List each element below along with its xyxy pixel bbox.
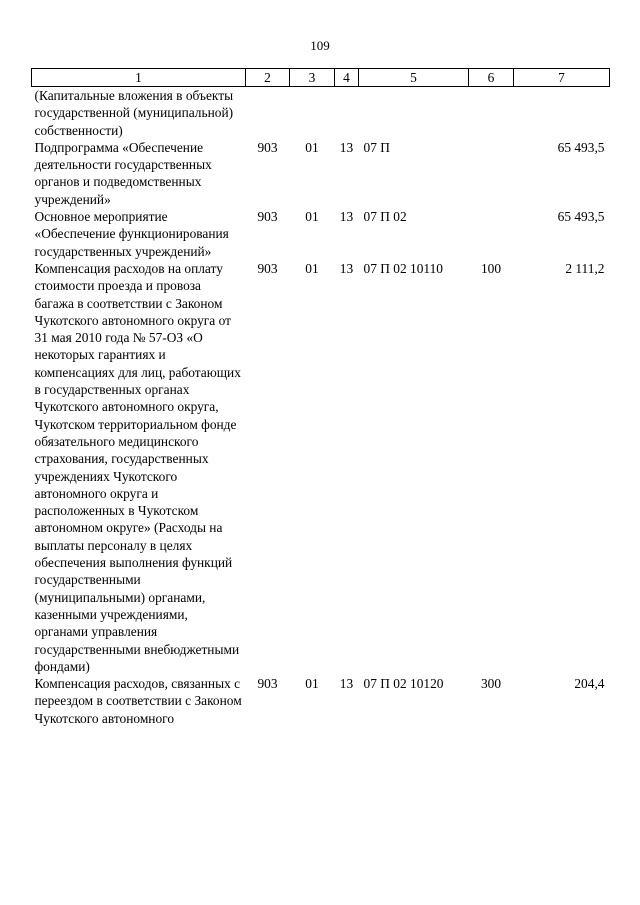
row-ved: 903 bbox=[257, 676, 278, 692]
table-row bbox=[32, 87, 610, 139]
row-sum: 2 111,2 bbox=[565, 260, 605, 276]
row-ved: 903 bbox=[257, 209, 278, 225]
row-csr: 07 П 02 10110 bbox=[363, 260, 443, 276]
row-sum: 65 493,5 bbox=[557, 139, 605, 155]
table-row bbox=[32, 675, 610, 727]
row-pr: 13 bbox=[339, 260, 354, 276]
row-sum bbox=[514, 87, 610, 139]
row-pr: 13 bbox=[339, 676, 354, 692]
row-sum: 65 493,5 bbox=[557, 209, 605, 225]
row-vr bbox=[469, 139, 514, 208]
row-rz: 01 bbox=[305, 209, 319, 225]
row-sum: 204,4 bbox=[574, 676, 605, 692]
row-rz: 01 bbox=[305, 260, 319, 276]
table-row bbox=[32, 139, 610, 208]
table-row bbox=[32, 208, 610, 260]
row-name: Компенсация расходов, связанных с переездом в соответствии с Законом Чукотского автономного bbox=[34, 676, 242, 726]
header-row bbox=[32, 69, 610, 87]
col-header-2: 2 bbox=[246, 69, 290, 87]
row-vr: 300 bbox=[480, 676, 502, 692]
row-pr: 13 bbox=[339, 139, 354, 155]
row-csr: 07 П 02 bbox=[363, 209, 407, 225]
row-name: Основное мероприятие «Обеспечение функционирования государственных учреждений» bbox=[34, 209, 229, 259]
row-name: (Капитальные вложения в объекты государственной (муниципальной) собственности) bbox=[34, 88, 234, 138]
col-header-4: 4 bbox=[335, 69, 359, 87]
row-rz: 01 bbox=[305, 676, 319, 692]
budget-table bbox=[31, 68, 610, 727]
row-pr bbox=[335, 87, 359, 139]
col-header-6: 6 bbox=[469, 69, 514, 87]
row-csr: 07 П bbox=[363, 139, 390, 155]
row-csr bbox=[359, 87, 469, 139]
row-vr: 100 bbox=[480, 260, 502, 276]
row-pr: 13 bbox=[339, 209, 354, 225]
page-number: 109 bbox=[310, 38, 330, 53]
row-name: Подпрограмма «Обеспечение деятельности государственных органов и подведомственных учреждений» bbox=[34, 139, 212, 207]
row-rz: 01 bbox=[305, 139, 319, 155]
row-rz bbox=[290, 87, 335, 139]
row-ved: 903 bbox=[257, 139, 278, 155]
col-header-7: 7 bbox=[514, 69, 610, 87]
row-vr bbox=[469, 208, 514, 260]
row-csr: 07 П 02 10120 bbox=[363, 676, 444, 692]
col-header-3: 3 bbox=[290, 69, 335, 87]
row-ved bbox=[246, 87, 290, 139]
col-header-5: 5 bbox=[359, 69, 469, 87]
col-header-1: 1 bbox=[32, 69, 246, 87]
row-vr bbox=[469, 87, 514, 139]
row-name: Компенсация расходов на оплату стоимости проезда и провоза багажа в соответствии с Законом Чукотского автономного округа от 31 мая 2010 года № 57-ОЗ «О некоторых гарантиях и компенсациях для лиц, работающих в государственных органах Чукотского автономного округа, Чукотском территориальном фонде обязательного медицинского страхования, государственных учреждениях Чукотского автономного округа и расположенных в Чукотском автономном округе» (Расходы на выплаты персоналу в целях обеспечения выполнения функций государственными (муниципальными) органами, казенными учреждениями, органами управления государственными внебюджетными фондами) bbox=[34, 260, 241, 674]
table-row bbox=[32, 260, 610, 675]
row-ved: 903 bbox=[257, 260, 278, 276]
